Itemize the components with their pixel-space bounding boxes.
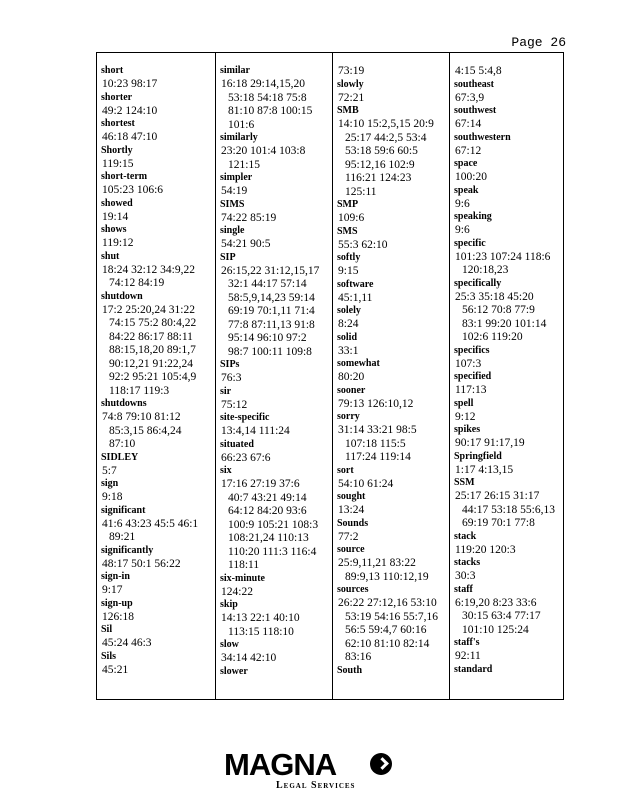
index-term: southeast bbox=[454, 78, 495, 90]
index-page-refs: 84:22 86:17 88:11 bbox=[109, 330, 193, 343]
index-page-refs: 53:19 54:16 55:7,16 bbox=[345, 610, 438, 623]
index-page-refs: 13:24 bbox=[338, 504, 365, 516]
index-term: shutdowns bbox=[101, 398, 147, 409]
index-entry bbox=[101, 65, 215, 92]
index-entry bbox=[101, 251, 215, 291]
index-term: shortest bbox=[101, 118, 135, 129]
index-page-refs: 1:17 4:13,15 bbox=[455, 463, 514, 476]
index-page-refs: 30:3 bbox=[455, 570, 476, 582]
index-term: Springfield bbox=[454, 450, 502, 462]
index-entry bbox=[220, 359, 332, 386]
index-page-refs: 124:22 bbox=[221, 585, 253, 598]
index-entry bbox=[101, 145, 215, 172]
index-page-refs: 117:24 119:14 bbox=[345, 451, 411, 463]
index-entry bbox=[454, 398, 565, 425]
index-term: southwestern bbox=[454, 131, 511, 143]
index-entry bbox=[337, 491, 449, 518]
index-term: software bbox=[337, 278, 374, 290]
index-term: slow bbox=[220, 639, 239, 650]
index-term: specified bbox=[454, 371, 492, 382]
index-term: staff bbox=[454, 583, 473, 595]
index-page-refs: 76:3 bbox=[221, 372, 242, 384]
index-page-refs: 6:19,20 8:23 33:6 bbox=[455, 596, 537, 609]
index-term: SMP bbox=[337, 199, 359, 210]
index-page-refs: 9:6 bbox=[455, 197, 470, 210]
index-term: softly bbox=[337, 252, 361, 263]
index-entry bbox=[101, 571, 215, 598]
index-entry bbox=[337, 358, 449, 385]
index-term: South bbox=[337, 664, 363, 676]
index-term: significantly bbox=[101, 544, 154, 556]
index-term: stacks bbox=[454, 557, 481, 568]
index-term: significant bbox=[101, 504, 146, 516]
index-term: sir bbox=[220, 385, 232, 397]
index-page-refs: 32:1 44:17 57:14 bbox=[228, 278, 307, 290]
index-entry bbox=[101, 624, 215, 651]
index-entry bbox=[101, 598, 215, 625]
index-entry bbox=[454, 345, 565, 372]
index-term: sooner bbox=[337, 384, 366, 396]
index-column-2 bbox=[215, 53, 332, 699]
index-page-refs: 26:15,22 31:12,15,17 bbox=[221, 264, 320, 277]
index-page-refs: 87:10 bbox=[109, 438, 136, 450]
index-page-refs: 56:12 70:8 77:9 bbox=[462, 304, 535, 316]
index-page-refs: 19:14 bbox=[102, 210, 129, 223]
index-entry bbox=[101, 398, 215, 452]
index-page-refs: 54:21 90:5 bbox=[221, 238, 271, 250]
index-page-refs: 88:15,18,20 89:1,7 bbox=[109, 344, 196, 356]
index-page-refs: 54:10 61:24 bbox=[338, 477, 394, 490]
index-term: SIDLEY bbox=[101, 451, 139, 463]
index-entry bbox=[454, 238, 565, 278]
index-page-refs: 23:20 101:4 103:8 bbox=[221, 145, 306, 157]
index-entry bbox=[101, 505, 215, 545]
index-term: source bbox=[337, 544, 365, 555]
index-page-refs: 9:12 bbox=[455, 410, 476, 423]
index-entry bbox=[101, 545, 215, 572]
index-term: similar bbox=[220, 65, 250, 76]
index-entry bbox=[337, 544, 449, 584]
index-term: standard bbox=[454, 663, 493, 675]
index-entry bbox=[454, 531, 565, 558]
index-page-refs: 89:21 bbox=[109, 531, 136, 543]
index-entry bbox=[454, 664, 565, 677]
index-page-refs: 80:20 bbox=[338, 371, 365, 383]
index-entry bbox=[220, 599, 332, 639]
index-page-refs: 98:7 100:11 109:8 bbox=[228, 345, 312, 358]
index-entry bbox=[337, 199, 449, 226]
index-term: specifics bbox=[454, 344, 490, 356]
index-term: short-term bbox=[101, 171, 148, 182]
index-entry bbox=[454, 132, 565, 159]
index-term: showed bbox=[101, 197, 133, 209]
index-page-refs: 56:5 59:4,7 60:16 bbox=[345, 624, 427, 636]
index-term: SIP bbox=[220, 251, 236, 263]
index-page-refs: 33:1 bbox=[338, 344, 359, 357]
index-entry bbox=[220, 412, 332, 439]
index-page-refs: 120:18,23 bbox=[462, 264, 509, 276]
index-page-refs: 83:1 99:20 101:14 bbox=[462, 317, 547, 330]
index-page-refs: 67:12 bbox=[455, 144, 482, 157]
index-term: short bbox=[101, 65, 124, 76]
logo-wordmark: MAGNA bbox=[224, 747, 337, 782]
index-column-1 bbox=[97, 53, 215, 699]
index-page-refs: 9:17 bbox=[102, 584, 123, 596]
index-entry bbox=[454, 557, 565, 584]
index-page-refs: 53:18 59:6 60:5 bbox=[345, 145, 418, 157]
index-page-refs: 25:3 35:18 45:20 bbox=[455, 290, 534, 303]
index-page-refs: 45:21 bbox=[102, 663, 129, 676]
index-page-refs: 109:6 bbox=[338, 212, 365, 224]
index-term: shut bbox=[101, 250, 120, 262]
index-page-refs: 107:3 bbox=[455, 357, 482, 370]
index-term: sources bbox=[337, 584, 369, 595]
index-entry bbox=[454, 477, 565, 531]
index-entry bbox=[101, 291, 215, 399]
index-term: Sounds bbox=[337, 517, 369, 529]
index-page-refs: 110:20 111:3 116:4 bbox=[228, 545, 317, 558]
index-term: shutdown bbox=[101, 290, 143, 302]
index-entry bbox=[220, 439, 332, 466]
index-page-refs: 9:15 bbox=[338, 265, 359, 277]
index-page-refs: 13:4,14 111:24 bbox=[221, 425, 290, 437]
index-page-refs: 72:21 bbox=[338, 91, 365, 104]
index-page-refs: 25:17 26:15 31:17 bbox=[455, 490, 540, 502]
index-page-refs: 102:6 119:20 bbox=[462, 331, 523, 343]
index-page-refs: 119:15 bbox=[102, 157, 134, 170]
index-entry bbox=[220, 666, 332, 679]
index-term: six bbox=[220, 465, 232, 476]
index-entry bbox=[337, 305, 449, 332]
index-page-refs: 126:18 bbox=[102, 610, 134, 623]
index-page-refs: 17:2 25:20,24 31:22 bbox=[102, 303, 195, 316]
index-term: Sil bbox=[101, 624, 113, 635]
index-page-refs: 83:16 bbox=[345, 651, 372, 663]
index-entry bbox=[454, 105, 565, 132]
index-entry bbox=[454, 185, 565, 212]
index-entry bbox=[454, 424, 565, 451]
index-entry bbox=[220, 132, 332, 172]
index-page-refs: 101:10 125:24 bbox=[462, 623, 529, 636]
index-entry bbox=[220, 465, 332, 573]
index-page-refs: 41:6 43:23 45:5 46:1 bbox=[102, 517, 199, 530]
index-term: staff's bbox=[454, 637, 480, 648]
index-page-refs: 69:19 70:1 77:8 bbox=[462, 517, 535, 529]
index-entry bbox=[454, 65, 565, 79]
index-page-refs: 53:18 54:18 75:8 bbox=[228, 91, 307, 104]
index-term: sign bbox=[101, 478, 119, 489]
index-page-refs: 30:15 63:4 77:17 bbox=[462, 610, 541, 622]
index-term: shorter bbox=[101, 91, 133, 103]
logo-subtitle: Legal Services bbox=[276, 780, 356, 791]
index-entry bbox=[101, 198, 215, 225]
chevron-circle-icon bbox=[370, 753, 392, 775]
index-page-refs: 18:24 32:12 34:9,22 bbox=[102, 263, 195, 276]
index-page-refs: 117:13 bbox=[455, 384, 487, 396]
index-page-refs: 74:12 84:19 bbox=[109, 277, 165, 289]
index-entry bbox=[337, 279, 449, 306]
index-entry bbox=[101, 118, 215, 145]
index-term: spikes bbox=[454, 424, 481, 435]
index-entry bbox=[101, 651, 215, 678]
index-entry bbox=[337, 79, 449, 106]
index-page-refs: 45:1,11 bbox=[338, 291, 373, 304]
index-page-refs: 34:14 42:10 bbox=[221, 652, 277, 664]
index-term: SIMS bbox=[220, 198, 245, 210]
index-page-refs: 10:23 98:17 bbox=[102, 78, 158, 90]
index-page-refs: 74:15 75:2 80:4,22 bbox=[109, 317, 197, 329]
index-term: sign-up bbox=[101, 597, 133, 609]
index-page-refs: 74:22 85:19 bbox=[221, 211, 277, 224]
index-entry bbox=[101, 478, 215, 505]
index-page-refs: 67:14 bbox=[455, 118, 482, 130]
index-page-refs: 74:8 79:10 81:12 bbox=[102, 411, 181, 423]
index-term: site-specific bbox=[220, 412, 270, 423]
index-term: southwest bbox=[454, 105, 497, 116]
index-page-refs: 116:21 124:23 bbox=[345, 172, 412, 184]
index-page-refs: 118:11 bbox=[228, 559, 260, 571]
index-term: Shortly bbox=[101, 144, 133, 156]
index-page-refs: 73:19 bbox=[338, 65, 365, 77]
index-page-refs: 67:3,9 bbox=[455, 91, 485, 104]
index-page-refs: 16:18 29:14,15,20 bbox=[221, 78, 306, 90]
index-entry bbox=[101, 224, 215, 251]
index-term: specific bbox=[454, 237, 486, 249]
index-term: specifically bbox=[454, 277, 502, 289]
index-term: speak bbox=[454, 184, 479, 196]
index-entry bbox=[337, 332, 449, 359]
index-entry bbox=[337, 584, 449, 665]
index-page-refs: 9:6 bbox=[455, 224, 470, 236]
index-entry bbox=[101, 452, 215, 479]
index-page-refs: 8:24 bbox=[338, 318, 359, 330]
index-entry bbox=[220, 225, 332, 252]
index-entry bbox=[220, 172, 332, 199]
index-term: skip bbox=[220, 599, 238, 610]
index-entry bbox=[337, 252, 449, 279]
index-term: sort bbox=[337, 464, 354, 476]
index-term: SSM bbox=[454, 477, 475, 488]
index-column-4 bbox=[449, 53, 565, 699]
index-page-refs: 95:12,16 102:9 bbox=[345, 158, 415, 171]
index-page-refs: 66:23 67:6 bbox=[221, 451, 271, 464]
index-page-refs: 54:19 bbox=[221, 185, 248, 197]
index-page-refs: 85:3,15 86:4,24 bbox=[109, 424, 182, 437]
index-entry bbox=[454, 637, 565, 664]
index-entry bbox=[220, 199, 332, 226]
index-page-refs: 17:16 27:19 37:6 bbox=[221, 478, 300, 490]
index-page-refs: 48:17 50:1 56:22 bbox=[102, 557, 181, 570]
page-number: Page 26 bbox=[511, 35, 566, 50]
index-page-refs: 64:12 84:20 93:6 bbox=[228, 505, 307, 517]
index-entry bbox=[220, 386, 332, 413]
index-entry bbox=[101, 92, 215, 119]
index-page-refs: 118:17 119:3 bbox=[109, 384, 170, 397]
index-column-3 bbox=[332, 53, 449, 699]
index-entry bbox=[220, 65, 332, 132]
index-entry bbox=[101, 171, 215, 198]
index-entry bbox=[454, 584, 565, 638]
magna-logo bbox=[224, 748, 394, 792]
index-page-refs: 107:18 115:5 bbox=[345, 437, 406, 450]
index-term: shows bbox=[101, 224, 127, 235]
index-page-refs: 100:9 105:21 108:3 bbox=[228, 518, 319, 531]
index-entry bbox=[454, 158, 565, 185]
index-page-refs: 77:8 87:11,13 91:8 bbox=[228, 318, 315, 331]
index-term: slower bbox=[220, 665, 248, 677]
index-page-refs: 69:19 70:1,11 71:4 bbox=[228, 305, 315, 317]
index-page-refs: 45:24 46:3 bbox=[102, 637, 152, 649]
index-page-refs: 77:2 bbox=[338, 530, 359, 543]
index-page-refs: 9:18 bbox=[102, 491, 123, 503]
index-entry bbox=[337, 226, 449, 253]
index-term: simpler bbox=[220, 172, 253, 183]
index-term: SIPs bbox=[220, 359, 240, 370]
index-entry bbox=[454, 278, 565, 345]
index-page-refs: 25:17 44:2,5 53:4 bbox=[345, 131, 427, 144]
index-page-refs: 89:9,13 110:12,19 bbox=[345, 570, 429, 583]
index-entry bbox=[220, 252, 332, 360]
index-term: SMS bbox=[337, 225, 358, 237]
index-page-refs: 75:12 bbox=[221, 398, 248, 411]
index-entry bbox=[337, 105, 449, 199]
index-term: solid bbox=[337, 331, 358, 343]
index-page-refs: 121:15 bbox=[228, 158, 260, 171]
index-page-refs: 14:13 22:1 40:10 bbox=[221, 612, 300, 624]
index-term: sign-in bbox=[101, 571, 130, 582]
index-page-refs: 79:13 126:10,12 bbox=[338, 397, 414, 410]
index-term: spell bbox=[454, 397, 474, 409]
index-term: speaking bbox=[454, 211, 492, 222]
index-page-refs: 108:21,24 110:13 bbox=[228, 532, 309, 544]
index-entry bbox=[454, 371, 565, 398]
index-term: Sils bbox=[101, 650, 117, 662]
index-entry bbox=[337, 65, 449, 79]
index-page-refs: 101:6 bbox=[228, 118, 255, 131]
index-entry bbox=[337, 385, 449, 412]
index-page-refs: 44:17 53:18 55:6,13 bbox=[462, 503, 555, 516]
index-page-refs: 95:14 96:10 97:2 bbox=[228, 332, 307, 344]
index-entry bbox=[337, 665, 449, 678]
index-entry bbox=[454, 211, 565, 238]
index-page-refs: 100:20 bbox=[455, 171, 487, 183]
index-term: single bbox=[220, 225, 245, 236]
index-entry bbox=[220, 573, 332, 600]
index-page-refs: 31:14 33:21 98:5 bbox=[338, 424, 417, 436]
index-term: SMB bbox=[337, 105, 359, 116]
index-term: stack bbox=[454, 530, 477, 542]
index-page-refs: 40:7 43:21 49:14 bbox=[228, 491, 307, 504]
index-page-refs: 125:11 bbox=[345, 185, 377, 198]
index-entry bbox=[337, 411, 449, 465]
index-page-refs: 5:7 bbox=[102, 464, 117, 477]
index-page-refs: 14:10 15:2,5,15 20:9 bbox=[338, 118, 434, 130]
index-page-refs: 119:12 bbox=[102, 237, 134, 249]
index-entry bbox=[337, 518, 449, 545]
index-page-refs: 62:10 81:10 82:14 bbox=[345, 637, 430, 650]
index-term: slowly bbox=[337, 78, 364, 90]
index-entry bbox=[454, 79, 565, 106]
index-page-refs: 92:11 bbox=[455, 650, 481, 662]
index-entry bbox=[454, 451, 565, 478]
index-page-refs: 55:3 62:10 bbox=[338, 238, 388, 251]
index-page-refs: 119:20 120:3 bbox=[455, 543, 516, 556]
index-term: sorry bbox=[337, 411, 360, 422]
index-page-refs: 101:23 107:24 118:6 bbox=[455, 250, 551, 263]
index-term: situated bbox=[220, 438, 254, 450]
index-term: six-minute bbox=[220, 572, 265, 584]
index-page-refs: 81:10 87:8 100:15 bbox=[228, 105, 313, 117]
index-page-refs: 26:22 27:12,16 53:10 bbox=[338, 597, 437, 609]
index-page-refs: 58:5,9,14,23 59:14 bbox=[228, 291, 315, 304]
index-entry bbox=[337, 465, 449, 492]
index-page-refs: 49:2 124:10 bbox=[102, 104, 158, 117]
index-page-refs: 25:9,11,21 83:22 bbox=[338, 557, 416, 569]
index-term: somewhat bbox=[337, 358, 380, 369]
index-page-refs: 92:2 95:21 105:4,9 bbox=[109, 371, 197, 383]
index-page-refs: 113:15 118:10 bbox=[228, 625, 294, 638]
index-term: similarly bbox=[220, 132, 258, 143]
word-index-table bbox=[96, 52, 564, 700]
index-page-refs: 90:17 91:17,19 bbox=[455, 437, 525, 449]
index-page-refs: 90:12,21 91:22,24 bbox=[109, 357, 194, 370]
index-page-refs: 4:15 5:4,8 bbox=[455, 65, 502, 77]
index-term: space bbox=[454, 158, 478, 169]
index-term: solely bbox=[337, 305, 361, 316]
index-entry bbox=[220, 639, 332, 666]
index-page-refs: 46:18 47:10 bbox=[102, 131, 158, 143]
index-term: sought bbox=[337, 491, 366, 502]
index-page-refs: 105:23 106:6 bbox=[102, 184, 164, 196]
